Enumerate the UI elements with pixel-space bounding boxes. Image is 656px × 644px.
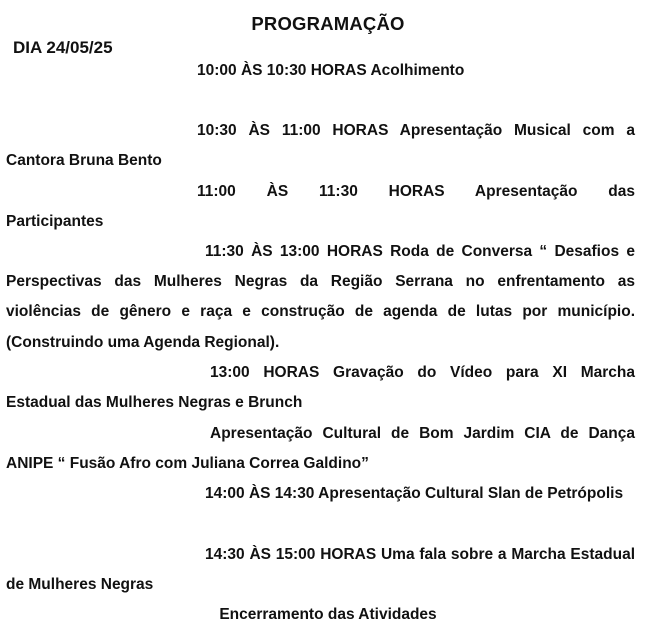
schedule-item-acolhimento: 10:00 ÀS 10:30 HORAS Acolhimento	[197, 62, 465, 79]
schedule-item-musical: 10:30 ÀS 11:00 HORAS Apresentação Musical com a Cantora Bruna Bento	[6, 122, 635, 170]
schedule-item-gravacao: 13:00 HORAS Gravação do Vídeo para XI Marcha Estadual das Mulheres Negras e Brunch	[6, 364, 635, 412]
page-title: PROGRAMAÇÃO	[251, 13, 405, 34]
schedule-item-bom-jardim: Apresentação Cultural de Bom Jardim CIA de Dança ANIPE “ Fusão Afro com Juliana Correa Galdino”	[6, 425, 635, 473]
schedule-item-participantes: 11:00 ÀS 11:30 HORAS Apresentação das Participantes	[6, 183, 635, 231]
schedule-item-roda-de-conversa: 11:30 ÀS 13:00 HORAS Roda de Conversa “ Desafios e Perspectivas das Mulheres Negras da Região Serrana no enfrentamento as violências de gênero e raça e construção de agenda de lutas por município. (Construindo uma Agenda Regional).	[6, 243, 635, 351]
schedule-item-marcha: 14:30 ÀS 15:00 HORAS Uma fala sobre a Marcha Estadual de Mulheres Negras	[6, 546, 635, 594]
event-date: DIA 24/05/25	[13, 38, 113, 57]
schedule-item-encerramento: Encerramento das Atividades	[219, 606, 437, 623]
schedule-item-slan: 14:00 ÀS 14:30 Apresentação Cultural Slan de Petrópolis	[205, 485, 624, 502]
